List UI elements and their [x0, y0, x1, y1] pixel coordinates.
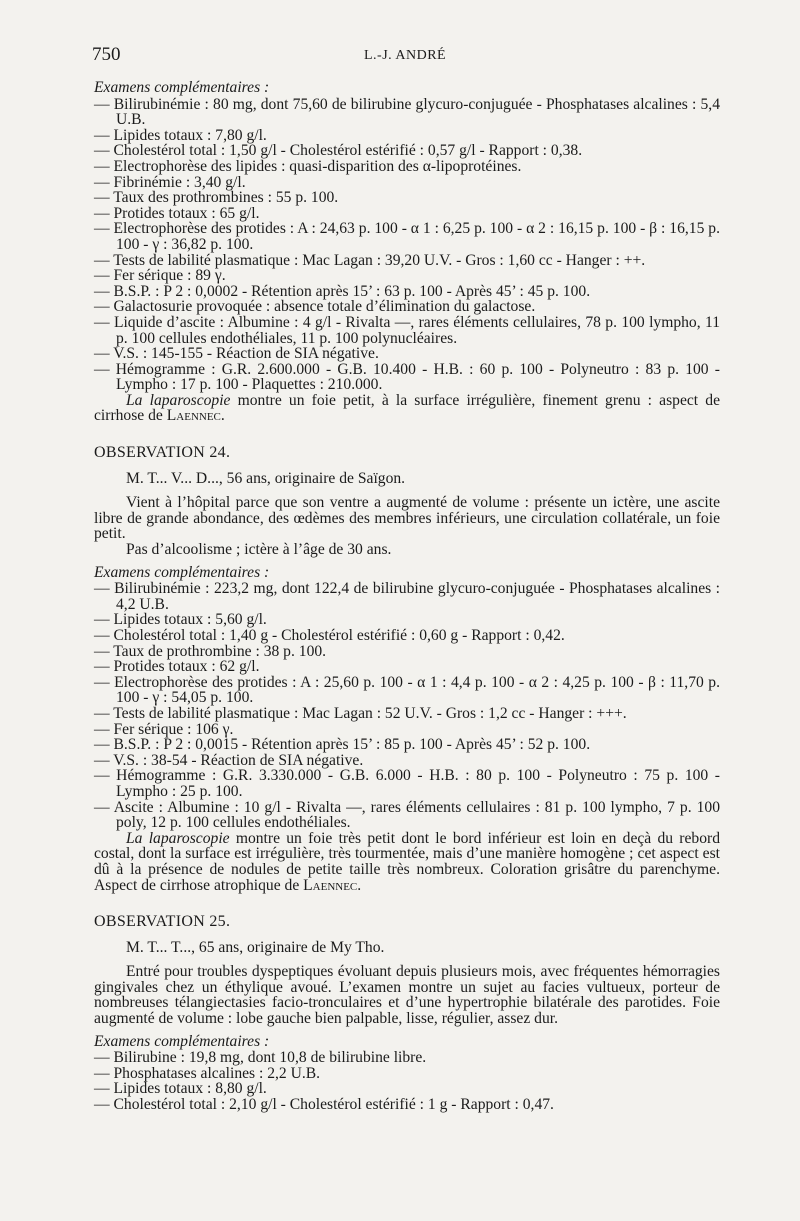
laparoscopy-paragraph: La laparoscopie montre un foie petit, à la surface irrégulière, finement grenu : aspect de cirrhose de Laennec.	[94, 391, 720, 425]
observation-title: OBSERVATION 25.	[94, 913, 231, 931]
author-name: Laennec	[166, 407, 221, 425]
list-item: — Protides totaux : 62 g/l.	[94, 658, 260, 676]
list-item: — Fibrinémie : 3,40 g/l.	[94, 173, 246, 191]
list-item: — Tests de labilité plasmatique : Mac Lagan : 39,20 U.V. - Gros : 1,60 cc - Hanger : ++.	[94, 251, 646, 269]
observation-title: OBSERVATION 24.	[94, 444, 231, 462]
list-item: — Galactosurie provoquée : absence totale d’élimination du galactose.	[94, 298, 536, 316]
page-body	[94, 80, 720, 1113]
exam-list	[94, 581, 720, 831]
list-item: — Bilirubinémie : 80 mg, dont 75,60 de bilirubine glycuro-conjuguée - Phosphatases alcalines : 5,4 U.B.	[94, 95, 720, 129]
history-paragraph: Vient à l’hôpital parce que son ventre a augmenté de volume : présente un ictère, une ascite libre de grande abondance, des œdèmes des membres inférieurs, une circulation collatérale, un foie petit.	[94, 494, 720, 543]
patient-line: M. T... V... D..., 56 ans, originaire de Saïgon.	[126, 469, 406, 487]
list-item: — Lipides totaux : 5,60 g/l.	[94, 611, 267, 629]
laparoscopy-label: La laparoscopie	[126, 829, 230, 847]
history-paragraph: Entré pour troubles dyspeptiques évoluant depuis plusieurs mois, avec fréquentes hémorragies gingivales chez un éthylique avoué. L’examen montre un sujet au facies vultueux, porteur de nombreuses télangiectasies facio-tronculaires et d’une hypertrophie bilatérale des parotides. Foie augmenté de volume : lobe gauche bien palpable, lisse, régulier, assez dur.	[94, 963, 720, 1028]
list-item: — Fer sérique : 106 γ.	[94, 720, 234, 738]
list-item: — V.S. : 38-54 - Réaction de SIA négative.	[94, 751, 364, 769]
page-number: 750	[92, 44, 121, 65]
list-item: — B.S.P. : P 2 : 0,0002 - Rétention après 15’ : 63 p. 100 - Après 45’ : 45 p. 100.	[94, 282, 591, 300]
list-item: — Hémogramme : G.R. 3.330.000 - G.B. 6.000 - H.B. : 80 p. 100 - Polyneutro : 75 p. 100 - Lympho : 25 p. 100.	[94, 767, 720, 800]
list-item: — Lipides totaux : 8,80 g/l.	[94, 1080, 267, 1098]
list-item: — Tests de labilité plasmatique : Mac Lagan : 52 U.V. - Gros : 1,2 cc - Hanger : +++.	[94, 704, 627, 722]
list-item: — Fer sérique : 89 γ.	[94, 267, 226, 285]
list-item: — Liquide d’ascite : Albumine : 4 g/l - Rivalta —, rares éléments cellulaires, 78 p. 100 lympho, 11 p. 100 cellules endothéliales, 11 p. 100 polynucléaires.	[94, 313, 720, 347]
patient-line: M. T... T..., 65 ans, originaire de My Tho.	[126, 938, 385, 956]
section-label: Examens complémentaires :	[94, 563, 270, 581]
laparoscopy-text: montre un foie très petit dont le bord inférieur est loin en deçà du rebord costal, dont la surface est irrégulière, très tourmentée, mais d’une manière homogène ; cet aspect est dû à la présence de nodules de petite taille très nombreux. Coloration grisâtre du parenchyme. Aspect de cirrhose atrophique de	[94, 829, 720, 894]
section-label: Examens complémentaires :	[94, 79, 270, 96]
page-header	[92, 44, 722, 68]
section-label: Examens complémentaires :	[94, 1032, 270, 1050]
laparoscopy-text: montre un foie petit, à la surface irrégulière, finement grenu : aspect de cirrhose de	[94, 391, 720, 425]
list-item: — Bilirubinémie : 223,2 mg, dont 122,4 de bilirubine glycuro-conjuguée - Phosphatases alcalines : 4,2 U.B.	[94, 580, 720, 613]
list-item: — Hémogramme : G.R. 2.600.000 - G.B. 10.400 - H.B. : 60 p. 100 - Polyneutro : 83 p. 100 - Lympho : 17 p. 100 - Plaquettes : 210.000.	[94, 360, 720, 394]
list-item: — Protides totaux : 65 g/l.	[94, 204, 260, 222]
list-item: — Lipides totaux : 7,80 g/l.	[94, 126, 267, 144]
list-item: — V.S. : 145-155 - Réaction de SIA négative.	[94, 345, 379, 363]
list-item: — Bilirubine : 19,8 mg, dont 10,8 de bilirubine libre.	[94, 1049, 427, 1067]
exam-list	[94, 97, 720, 393]
list-item: — Cholestérol total : 1,50 g/l - Cholestérol estérifié : 0,57 g/l - Rapport : 0,38.	[94, 142, 583, 160]
list-item: — Cholestérol total : 1,40 g - Cholestérol estérifié : 0,60 g - Rapport : 0,42.	[94, 627, 565, 644]
exam-list	[94, 1050, 720, 1112]
list-item: — Electrophorèse des lipides : quasi-disparition des α-lipoprotéines.	[94, 157, 522, 175]
running-head: L.-J. ANDRÉ	[364, 48, 447, 63]
laparoscopy-label: La laparoscopie	[126, 391, 231, 409]
list-item: — Taux des prothrombines : 55 p. 100.	[94, 189, 339, 207]
history-paragraph: Pas d’alcoolisme ; ictère à l’âge de 30 ans.	[126, 541, 392, 559]
list-item: — B.S.P. : P 2 : 0,0015 - Rétention après 15’ : 85 p. 100 - Après 45’ : 52 p. 100.	[94, 736, 591, 754]
list-item: — Phosphatases alcalines : 2,2 U.B.	[94, 1064, 321, 1082]
list-item: — Cholestérol total : 2,10 g/l - Cholestérol estérifié : 1 g - Rapport : 0,47.	[94, 1096, 554, 1114]
author-name: Laennec	[303, 876, 358, 894]
laparoscopy-paragraph: La laparoscopie montre un foie très petit dont le bord inférieur est loin en deçà du rebord costal, dont la surface est irrégulière, très tourmentée, mais d’une manière homogène ; cet aspect est dû à la présence de nodules de petite taille très nombreux. Coloration grisâtre du parenchyme. Aspect de cirrhose atrophique de Laennec.	[94, 829, 720, 894]
list-item: — Ascite : Albumine : 10 g/l - Rivalta —, rares éléments cellulaires : 81 p. 100 lympho, 7 p. 100 poly, 12 p. 100 cellules endothéliales.	[94, 798, 720, 832]
list-item: — Taux de prothrombine : 38 p. 100.	[94, 642, 327, 660]
list-item: — Electrophorèse des protides : A : 25,60 p. 100 - α 1 : 4,4 p. 100 - α 2 : 4,25 p. 100 - β : 11,70 p. 100 - γ : 54,05 p. 100.	[94, 673, 720, 707]
list-item: — Electrophorèse des protides : A : 24,63 p. 100 - α 1 : 6,25 p. 100 - α 2 : 16,15 p. 100 - β : 16,15 p. 100 - γ : 36,82 p. 100.	[94, 220, 720, 253]
